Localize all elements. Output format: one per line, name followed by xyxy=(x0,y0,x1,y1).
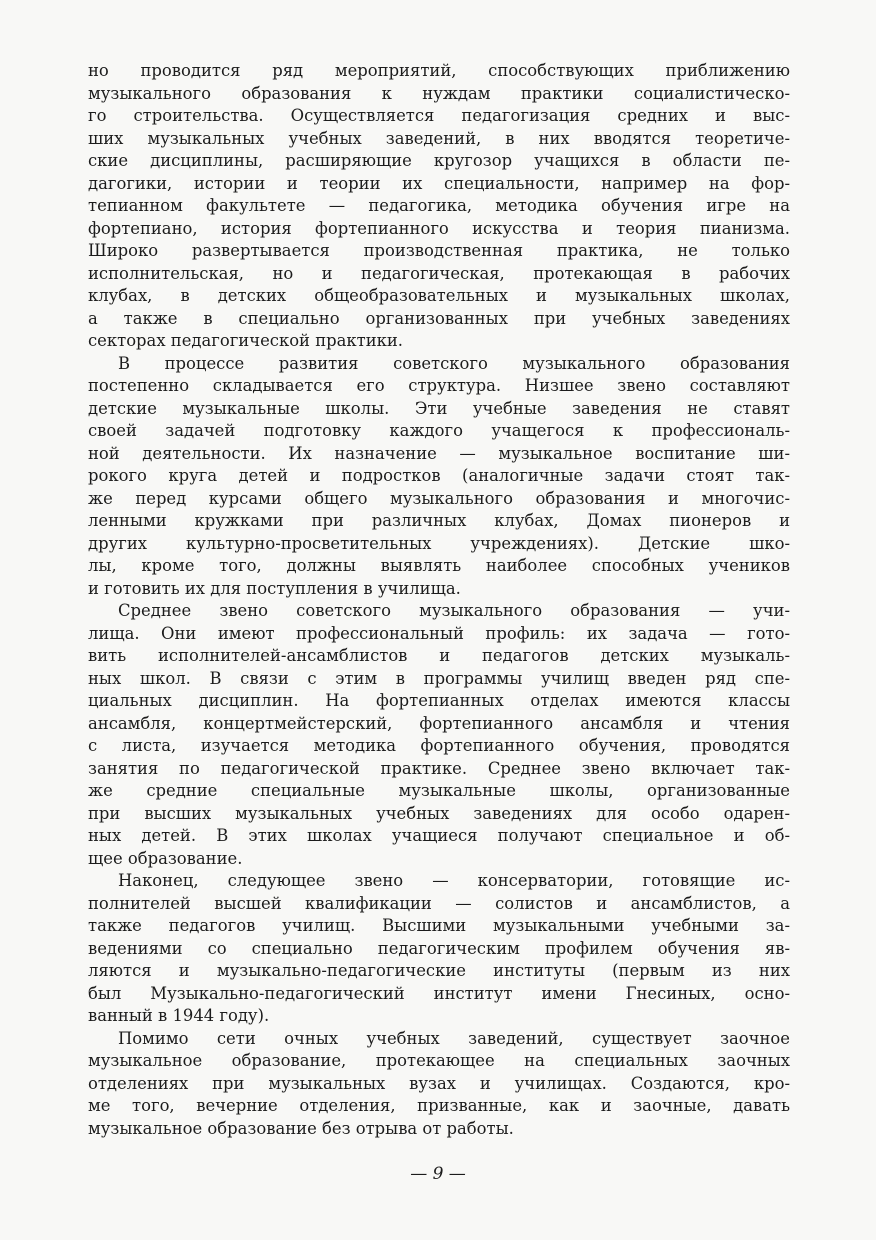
text-line: с листа, изучается методика фортепианного обучения, проводятся xyxy=(88,736,790,755)
text-line: вить исполнителей-ансамблистов и педагогов детских музыкаль- xyxy=(88,646,790,665)
text-line: Помимо сети очных учебных заведений, существует заочное xyxy=(118,1028,790,1048)
text-line: других культурно-просветительных учреждениях). Детские шко- xyxy=(88,533,790,553)
text-line: ме того, вечерние отделения, призванные, как и заочные, давать xyxy=(88,1096,790,1115)
text-line: Наконец, следующее звено — консерватории, готовящие ис- xyxy=(118,871,790,890)
text-line: щее образование. xyxy=(88,848,243,868)
paragraph xyxy=(88,1028,790,1141)
text-line: же перед курсами общего музыкального образования и многочис- xyxy=(88,488,790,508)
text-line: тепианном факультете — педагогика, методика обучения игре на xyxy=(88,196,790,215)
text-line: ной деятельности. Их назначение — музыкальное воспитание ши- xyxy=(88,443,790,463)
text-line: Среднее звено советского музыкального образования — учи- xyxy=(118,601,790,620)
text-line: своей задачей подготовку каждого учащегося к профессиональ- xyxy=(88,421,790,440)
text-line: го строительства. Осуществляется педагогизация средних и выс- xyxy=(88,106,790,125)
text-line: дагогики, истории и теории их специальности, например на фор- xyxy=(88,173,790,193)
text-line: постепенно складывается его структура. Низшее звено составляют xyxy=(88,376,790,395)
text-line: рокого круга детей и подростков (аналогичные задачи стоят так- xyxy=(88,466,790,485)
text-line: но проводится ряд мероприятий, способствующих приближению xyxy=(88,61,790,80)
text-line: ванный в 1944 году). xyxy=(88,1006,270,1025)
text-line: исполнительская, но и педагогическая, протекающая в рабочих xyxy=(88,263,790,283)
text-line: при высших музыкальных учебных заведениях для особо одарен- xyxy=(88,803,790,823)
text-line: В процессе развития советского музыкального образования xyxy=(118,353,790,373)
text-line: лища. Они имеют профессиональный профиль: их задача — гото- xyxy=(88,623,790,643)
text-line: музыкальное образование, протекающее на специальных заочных xyxy=(88,1051,790,1070)
text-line: был Музыкально-педагогический институт имени Гнесиных, осно- xyxy=(88,983,790,1003)
text-line: ных школ. В связи с этим в программы училищ введен ряд спе- xyxy=(88,668,790,688)
text-line: циальных дисциплин. На фортепианных отделах имеются классы xyxy=(88,691,790,710)
text-line: же средние специальные музыкальные школы, организованные xyxy=(88,781,790,800)
text-line: ленными кружками при различных клубах, Домах пионеров и xyxy=(88,511,790,530)
text-line: ляются и музыкально-педагогические институты (первым из них xyxy=(88,961,790,980)
text-line: полнителей высшей квалификации — солистов и ансамблистов, а xyxy=(88,893,790,913)
paragraph xyxy=(88,60,790,353)
text-line: музыкальное образование без отрыва от работы. xyxy=(88,1118,514,1138)
text-line: ведениями со специально педагогическим профилем обучения яв- xyxy=(88,938,790,958)
text-line: музыкального образования к нуждам практики социалистическо- xyxy=(88,83,790,103)
text-line: ансамбля, концертмейстерский, фортепианного ансамбля и чтения xyxy=(88,713,790,733)
text-line: секторах педагогической практики. xyxy=(88,331,403,350)
text-line: ных детей. В этих школах учащиеся получают специальное и об- xyxy=(88,826,790,845)
text-line: ские дисциплины, расширяющие кругозор учащихся в области пе- xyxy=(88,151,790,170)
paragraph xyxy=(88,600,790,870)
page-number: — 9 — xyxy=(410,1164,466,1184)
text-line: детские музыкальные школы. Эти учебные заведения не ставят xyxy=(88,398,790,418)
paragraph xyxy=(88,870,790,1028)
text-line: и готовить их для поступления в училища. xyxy=(88,578,461,598)
text-line: ших музыкальных учебных заведений, в них вводятся теоретиче- xyxy=(88,128,790,148)
text-line: также педагогов училищ. Высшими музыкальными учебными за- xyxy=(88,916,790,935)
text-line: фортепиано, история фортепианного искусства и теория пианизма. xyxy=(88,218,790,238)
text-line: а также в специально организованных при учебных заведениях xyxy=(88,308,790,328)
text-line: занятия по педагогической практике. Среднее звено включает так- xyxy=(88,758,790,778)
text-line: отделениях при музыкальных вузах и училищах. Создаются, кро- xyxy=(88,1073,790,1093)
paragraph xyxy=(88,353,790,601)
page-body xyxy=(88,60,790,1140)
text-line: лы, кроме того, должны выявлять наиболее способных учеников xyxy=(88,556,790,575)
text-line: Широко развертывается производственная практика, не только xyxy=(88,241,790,260)
text-line: клубах, в детских общеобразовательных и музыкальных школах, xyxy=(88,286,790,305)
